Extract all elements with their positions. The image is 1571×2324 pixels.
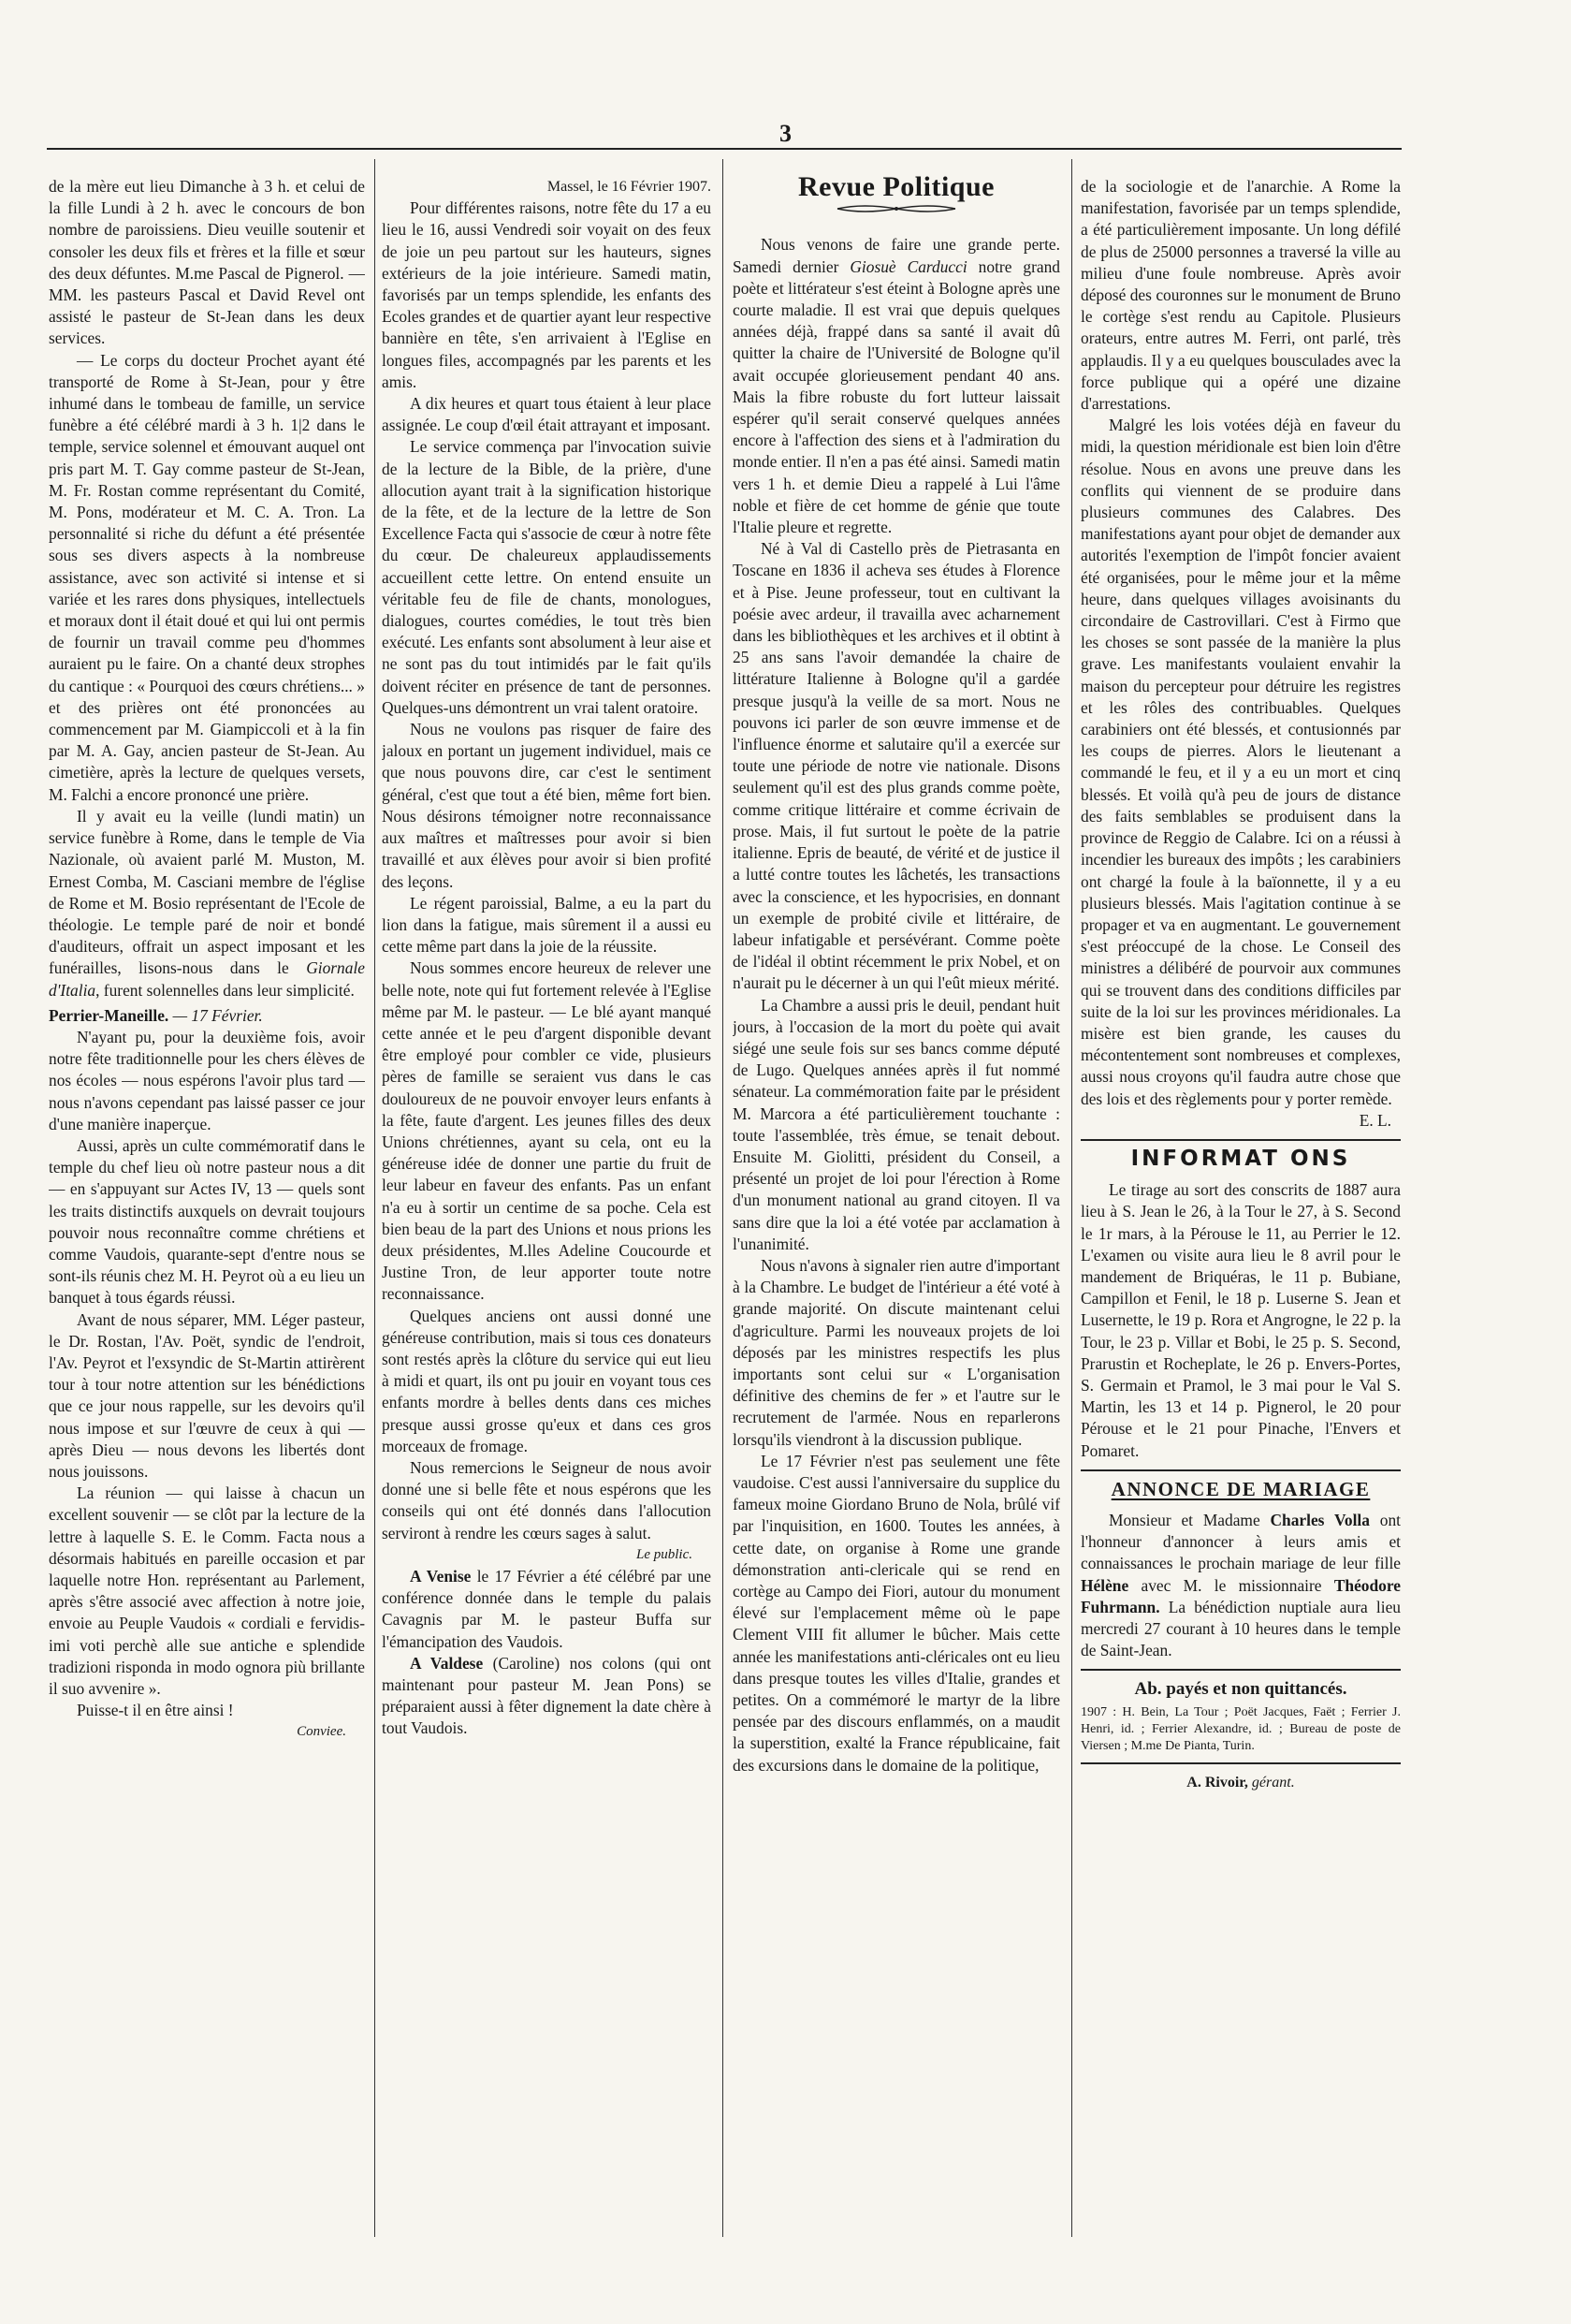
place-name: Perrier-Maneille. — [49, 1005, 169, 1025]
paragraph: Le service commença par l'invocation suivie de la lecture de la Bible, de la prière, d'une allocution ayant trait à la signification historique de la fête, et de la lecture de la lettre de Son Excellence Facta qui s'associe de cœur à notre fête du cœur. De chaleureux applaudissements accueillent cette lettre. On entend ensuite un véritable feu de file de chants, monologues, dialogues, courtes comédies, le tout très bien exécuté. Les enfants sont absolument à leur aise et ne sont pas du tout intimidés par le fait qu'ils doivent réciter en présence de tant de personnes. Quelques-uns démontrent un vrai talent oratoire. — [382, 437, 711, 717]
text-run: (Caroline) nos colons (qui ont maintenant pour pasteur M. Jean Pons) se préparaient aussi à fêter dignement la date chère à tout Vaudois. — [382, 1653, 711, 1738]
person-name: Théodore Fuhrmann. — [1081, 1575, 1401, 1616]
paragraph: Malgré les lois votées déjà en faveur du midi, la question méridionale est bien loin d'être résolue. Nous en avons une preuve dans les conflits qui viennent de se produire dans plusieurs communes des Calabres. Des manifestations ayant pour objet de demander aux autorités l'exemption de l'impôt foncier avaient été organisées, pour le même jour et la même heure, dans quelques villages avoisinants du circondaire de Castrovillari. C'est à Firmo que les choses se sont passée de la manière la plus grave. Les manifestants voulaient envahir la maison du percepteur pour détruire les registres et les rôles des contribuables. Quelques carabiniers ont été blessés, et contusionnés par les coups de pierres. Alors le lieutenant a commandé le feu, et il y a eu un mort et cinq blessés. Et voilà qu'à peu de jours de distance des faits semblables se produisent dans la province de Reggio de Calabre. Ici on a réussi à incendier les bureaux des impôts ; les carabiniers ont chargé la foule à la baïonnette, il y a eu plusieurs blessés. Mais l'agitation continue à se propager et va en augmentant. Le gouvernement s'est préoccupé de la chose. Le Conseil des ministres a délibéré de pourvoir aux communes qui se trouvent dans des conditions difficiles par suite de la loi sur les provinces méridionales. La misère est bien grande, les causes du mécontentement sont nombreuses et complexes, aussi nous croyons qu'il faudra autre chose que des lois et des règlements pour y porter remède. — [1081, 416, 1401, 1108]
column-divider — [374, 159, 375, 2237]
role-label: gérant. — [1247, 1774, 1295, 1791]
paragraph: Nous n'avons à signaler rien autre d'important à la Chambre. Le budget de l'intérieur a été voté à grande majorité. On discute maintenant celui d'agriculture. Parmi les nouveaux projets de loi déposés par les ministres respectifs les plus importants sont celui sur « L'organisation définitive des chemins de fer » et l'autre sur le recrutement de l'armée. Nous en reparlerons lorsqu'ils viendront à la discussion publique. — [733, 1255, 1060, 1449]
paragraph — [1081, 1510, 1401, 1661]
section-date: — 17 Février. — [172, 1005, 263, 1025]
paragraph: de la mère eut lieu Dimanche à 3 h. et celui de la fille Lundi à 2 h. avec le concours de bon nombre de paroissiens. Dieu veuille soutenir et consoler les deux fils et frères et la fille et sœur des deux défuntes. M.me Pascal de Pignerol. — MM. les pasteurs Pascal et David Revel ont assisté le pasteur de St-Jean dans les deux services. — [49, 177, 365, 348]
text-run: Nous venons de faire une grande perte. Samedi dernier — [733, 235, 1060, 276]
section-title: ANNONCE DE MARIAGE — [1111, 1477, 1371, 1500]
paragraph: 1907 : H. Bein, La Tour ; Poët Jacques, Faët ; Ferrier J. Henri, id. ; Ferrier Alexandre, id. ; Bureau de poste de Viersen ; M.me De Pianta, Turin. — [1081, 1704, 1401, 1753]
section-title: INFORMAT ONS — [1130, 1146, 1351, 1171]
paragraph: Le tirage au sort des conscrits de 1887 aura lieu à S. Jean le 26, à la Tour le 27, à S. Second le 1r mars, à la Pérouse le 11, au Perrier le 12. L'examen ou visite aura lieu le 8 avril pour le mandement de Briquéras, le 11 p. Bubiane, Campillon et Fenil, le 18 p. Luserne S. Jean et Lusernette, le 19 p. Rora et Angrogne, le 22 p. la Tour, le 23 p. Villar et Bobi, le 25 p. S. Second, Prarustin et Rocheplate, le 26 p. Envers-Portes, S. Germain et Pramol, le 3 mai pour le Val S. Martin, les 13 et 14 p. Pignerol, le 20 pour Pérouse et le 21 pour Pinache, l'Envers et Pomaret. — [1081, 1180, 1401, 1460]
person-name: A. Rivoir, — [1186, 1774, 1248, 1791]
paragraph: Le 17 Février n'est pas seulement une fête vaudoise. C'est aussi l'anniversaire du supplice du fameux moine Giordano Bruno de Nola, brûlé vif par l'inquisition, en 1600. Toutes les années, à cette date, on organise à Rome une grande démonstration anti-clericale qui se rend en cortège au Campo dei Fiori, autour du monument élevé sur l'emplacement même où le pape Clement VIII fit allumer le bûcher. Mais cette année les manifestations anti-cléricales ont eu lieu dans presque toutes les villes d'Italie, grandes et petites. On a commémoré le martyr de la libre pensée par des discours enflammés, on a maudit la superstition, exalté la France républicaine, fait des excursions dans le domaine de la politique, — [733, 1451, 1060, 1775]
paragraph — [382, 1653, 711, 1740]
paragraph — [733, 234, 1060, 538]
paragraph: Le régent paroissial, Balme, a eu la part du lion dans la fatigue, mais sûrement il a aussi eu cette même part dans la joie de la réussite. — [382, 893, 711, 957]
column-divider — [722, 159, 723, 2237]
signature: Le public. — [636, 1546, 692, 1562]
column-2 — [382, 176, 711, 2273]
newspaper-name: Giornale d'Italia — [49, 958, 365, 1000]
place-name: A Venise — [410, 1567, 472, 1586]
text-run: notre grand poète et littérateur s'est éteint à Bologne après une courte maladie. Il est vrai que depuis quelques années déjà, frappé dans sa santé il avait dû quitter la chaire de l'Université de Bologne qu'il avait occupée glorieusement pendant 40 ans. Mais la fibre robuste du fort lutteur laissait espérer qu'il serait conservé quelques années encore à l'affection des siens et à l'admiration du monde entier. Il n'en a pas été ainsi. Samedi matin vers 1 h. et demie Dieu a rappelé à Lui l'âme noble et fière de cet homme de génie que toute l'Italie pleure et regrette. — [733, 256, 1060, 537]
text-run: Monsieur et Madame — [1109, 1510, 1271, 1529]
person-name: Giosuè Carducci — [850, 256, 967, 276]
page-number: 3 — [779, 120, 792, 147]
dateline: Massel, le 16 Février 1907. — [546, 179, 711, 195]
section-heading — [49, 1005, 365, 1027]
place-name: A Valdese — [410, 1653, 484, 1673]
paragraph: Nous remercions le Seigneur de nous avoir donné une si belle fête et nous espérons que les conseils qui ont été donnés dans l'allocution serviront à rendre les cœurs sages à salut. — [382, 1457, 711, 1542]
paragraph — [49, 806, 365, 1001]
scroll-ornament-icon — [733, 199, 1060, 221]
paragraph: Pour différentes raisons, notre fête du 17 a eu lieu le 16, aussi Vendredi soir voyait on des feux de joie un peu partout sur les hauteurs, signes extérieurs de la joie intérieure. Samedi matin, favorisés par un temps splendide, les enfants des Ecoles grandes et de quartier ayant leur respective bannière en tête, s'en arrivaient à l'Eglise en longues files, accompagnés par les parents et les amis. — [382, 198, 711, 391]
paragraph: Avant de nous séparer, MM. Léger pasteur, le Dr. Rostan, l'Av. Poët, syndic de l'endroit, l'Av. Peyrot et l'exsyndic de St-Martin attirèrent tour à tour notre attention sur les bénédictions que ce jour nous rappelle, sur les devoirs qu'il nous impose et sur l'œuvre de ceux à qui — après Dieu — nous devons les libertés dont nous jouissons. — [49, 1309, 365, 1481]
text-run: La bénédiction nuptiale aura lieu mercredi 27 courant à 10 heures dans le temple de Saint-Jean. — [1081, 1597, 1401, 1660]
text-run: , furent solennelles dans leur simplicité. — [95, 980, 355, 1000]
paragraph: A dix heures et quart tous étaient à leur place assignée. Le coup d'œil était attrayant et imposant. — [382, 394, 711, 435]
person-name: Hélène — [1081, 1575, 1129, 1595]
text-run: ont l'honneur d'annoncer à leurs amis et connaissances le prochain mariage de leur fille — [1081, 1510, 1401, 1573]
person-name: Charles Volla — [1270, 1510, 1370, 1529]
section-rule — [1081, 1762, 1401, 1764]
paragraph — [382, 1566, 711, 1653]
column-1 — [49, 176, 365, 2273]
paragraph: N'ayant pu, pour la deuxième fois, avoir notre fête traditionnelle pour les chers élèves de nos écoles — nous espérons l'avoir plus tard — nous n'avons cependant pas laissé passer ce jour d'une manière inaperçue. — [49, 1027, 365, 1133]
column-4 — [1081, 176, 1401, 2273]
text-run: avec M. le missionnaire — [1128, 1575, 1334, 1595]
gerant-signature — [1081, 1772, 1401, 1793]
header-rule — [47, 148, 1402, 150]
paragraph: de la sociologie et de l'anarchie. A Rome la manifestation, favorisée par un temps splendide, a été particulièrement imposante. Un long défilé de plus de 25000 personnes a traversé la ville au milieu d'une foule nombreuse. Après avoir déposé des couronnes sur le monument de Bruno le cortège s'est rendu au Capitole. Plusieurs orateurs, entre autres M. Ferri, ont parlé, très applaudis. Il y a eu quelques bousculades avec la force publique qui a opéré une dizaine d'arrestations. — [1081, 177, 1401, 414]
column-3 — [733, 176, 1060, 2273]
section-title: Revue Politique — [798, 176, 995, 202]
paragraph: Aussi, après un culte commémoratif dans le temple du chef lieu où notre pasteur nous a dit — en s'appuyant sur Actes IV, 13 — quels sont les traits distinctifs auxquels on devrait toujours pouvoir nous reconnaître comme chrétiens et comme Vaudois, quarante-sept d'entre nous se sont-ils réunis chez M. H. Peyrot où a eu lieu un banquet à tous égards réussi. — [49, 1135, 365, 1308]
paragraph: Puisse-t il en être ainsi ! — [77, 1701, 234, 1720]
paragraph: Nous ne voulons pas risquer de faire des jaloux en portant un jugement individuel, mais ce que nous pouvons dire, car c'est le sentiment général, c'est que tout a été bien, même fort bien. Nous désirons témoigner notre reconnaissance aux maîtres et maîtresses pour avoir si bien travaillé et aux élèves pour avoir si bien profité des leçons. — [382, 720, 711, 891]
column-divider — [1071, 159, 1072, 2237]
paragraph: Quelques anciens ont aussi donné une généreuse contribution, mais si tous ces donateurs sont restés après la clôture du service qui eut lieu à midi et quart, ils ont pu jouir en voyant tous ces enfants mordre à belles dents dans ces miches presque aussi grosse qu'eux et dans ces gros morceaux de fromage. — [382, 1306, 711, 1455]
text-run: le 17 Février a été célébré par une conférence donnée dans le temple du palais Cavagnis par M. le pasteur Buffa sur l'émancipation des Vaudois. — [382, 1567, 711, 1651]
section-rule — [1081, 1139, 1401, 1141]
signature: E. L. — [1359, 1110, 1391, 1130]
paragraph: Né à Val di Castello près de Pietrasanta en Toscane en 1836 il acheva ses études à Florence et à Pise. Jeune professeur, tout en cultivant la poésie avec ardeur, il travailla avec acharnement dans les bibliothèques et les archives et il obtint à 25 ans sans l'avoir demandée la chaire de littérature Italienne à Bologne qu'il a gardée presque jusqu'à la veille de sa mort. Nous ne pouvons ici parler de son œuvre immense et de l'influence énorme et salutaire qu'il a exercée sur toute une période de notre vie nationale. Disons seulement qu'il est des plus grands comme poète, comme critique littéraire et comme écrivain de prose. Mais, il fut surtout le poète de la patrie italienne. Epris de beauté, de vérité et de justice il a lutté contre toutes les lâchetés, les transactions avec la conscience, et les hypocrisies, en donnant un exemple de probité civile et littéraire, de labeur infatigable et persévérant. Comme poète de l'idéal il obtint récemment le prix Nobel, et on n'aurait pu le décerner à un qui l'eût mieux mérité. — [733, 539, 1060, 993]
paragraph: La Chambre a aussi pris le deuil, pendant huit jours, à l'occasion de la mort du poète qui avait siégé une seule fois sur ses bancs comme député de Lugo. Quelques années après il fut nommé sénateur. La commémoration faite par le président M. Marcora a été particulièrement touchante : toute l'assemblée, très émue, se tenait debout. Ensuite M. Giolitti, président du Conseil, a présenté un projet de loi pour l'érection à Rome d'un monument national au grand citoyen. Il va sans dire que la loi a été votée par acclamation à l'unanimité. — [733, 995, 1060, 1253]
section-title: Ab. payés et non quittancés. — [1134, 1679, 1347, 1700]
text-run: Il y avait eu la veille (lundi matin) un service funèbre à Rome, dans le temple de Via Nazionale, où avaient parlé M. Muston, M. Ernest Comba, M. Casciani membre de l'église de Rome et M. Bosio représentant de l'Ecole de théologie. Le temple paré de noir et bondé d'auditeurs, offrait un aspect imposant et les funérailles, lisons-nous dans le — [49, 806, 365, 978]
paragraph: Nous sommes encore heureux de relever une belle note, note qui fut fortement relevée à l'Eglise même par M. le pasteur. — Le blé ayant manqué cette année et le peu d'argent disponible devant être employé pour combler ce vide, plusieurs pères de famille se seraient vus dans le cas douloureux de ne pouvoir envoyer leurs enfants à la fête, faute d'argent. Les jeunes filles des deux Unions chrétiennes, ayant su cela, ont eu la généreuse idée de donner une partie du fruit de leur labeur en faveur des enfants. Pas un enfant n'a eu à sortir un centime de sa poche. Cela est bien beau de la part des Unions et nous prions les deux présidentes, M.lles Adeline Coucourde et Justine Tron, de leur apporter toute notre reconnaissance. — [382, 958, 711, 1304]
paragraph: La réunion — qui laisse à chacun un excellent souvenir — se clôt par la lecture de la lettre à laquelle S. E. le Comm. Facta nous a désormais habitués en pareille occasion et par laquelle notre Hon. représentant au Parlement, après s'être associé avec affection à notre joie, envoie au Peuple Vaudois « cordiali e fervidis-imi voti perchè alle sue antiche e splendide tradizioni risponda in modo ognora più brillante il suo avvenire ». — [49, 1484, 365, 1699]
section-rule — [1081, 1469, 1401, 1471]
signature: Conviee. — [297, 1724, 346, 1740]
section-rule — [1081, 1669, 1401, 1671]
paragraph: — Le corps du docteur Prochet ayant été transporté de Rome à St-Jean, pour y être inhumé dans le tombeau de famille, un service funèbre a été célébré mardi à 3 h. 1|2 dans le temple, service solennel et émouvant auquel ont pris part M. T. Gay comme pasteur de St-Jean, M. Fr. Rostan comme représentant du Comité, M. Pons, modérateur et M. C. A. Tron. La personnalité si riche du défunt a été présentée sous ses divers aspects à la nombreuse assistance, avec son activité si intense et si variée et les rares dons physiques, intellectuels et moraux dont il était doué et qui lui ont permis de fournir un travail comme peu d'hommes auraient pu le faire. On a chanté deux strophes du cantique : « Pourquoi des cœurs chrétiens... » et des prières ont été prononcées au commencement par M. Giampiccoli et à la fin par M. A. Gay, ancien pasteur de St-Jean. Au cimetière, après la lecture de quelques versets, M. Falchi a encore prononcé une prière. — [49, 350, 365, 804]
